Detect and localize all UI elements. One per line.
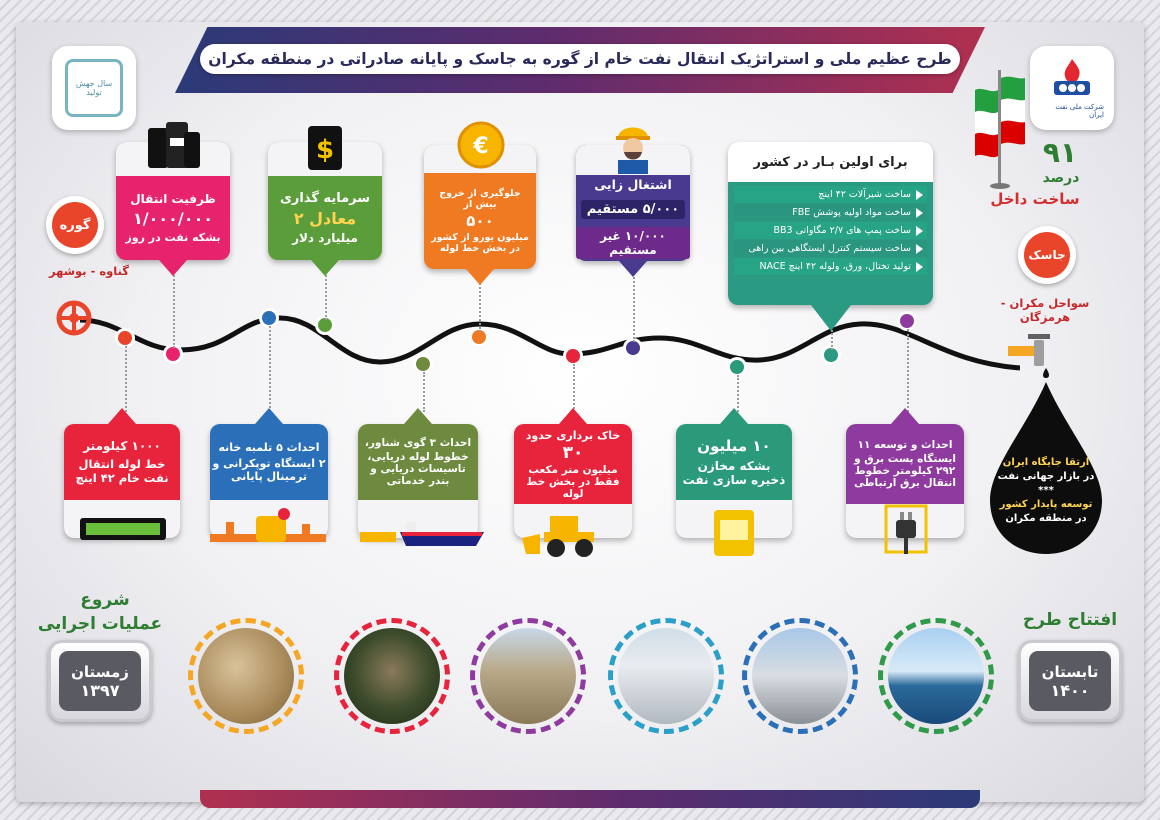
marine-line3: تاسیسات دریایی و بندر خدماتی <box>370 463 466 487</box>
valves-photo <box>752 628 848 724</box>
pipeline-dot <box>900 314 914 328</box>
start-year: ۱۳۹۷ <box>80 680 120 700</box>
photo-valves <box>742 618 858 734</box>
domestic-percent: ۹۱ <box>1042 136 1078 169</box>
employment-indirect: ۱۰/۰۰۰ غیر مستقیم <box>576 227 690 259</box>
nioc-logo <box>1030 46 1114 130</box>
bulldozer-icon <box>520 508 612 558</box>
page-title: طرح عظیم ملی و استراتژیک انتقال نفت خام از گوره به جاسک و پایانه صادراتی در منطقه مکران <box>200 44 960 74</box>
drop-line1: ارتقا جایگاه ایران <box>1002 457 1090 468</box>
connector <box>907 329 909 412</box>
connector <box>737 375 739 412</box>
domestic-unit: درصد <box>1042 170 1080 186</box>
pump-stations-line2: ۲ ایستگاه توپکرانی و <box>212 457 326 470</box>
connector <box>633 266 635 342</box>
opening-year: ۱۴۰۰ <box>1050 680 1090 700</box>
excavation-value: ۳۰ <box>562 442 584 463</box>
power-line2: ایستگاه پست برق و ۲۹۲ کیلومتر خطوط <box>854 453 956 477</box>
first-time-heading: برای اولین بـار در کشور <box>728 142 933 182</box>
pipeline-dot <box>166 347 180 361</box>
pump-stations-line3: ترمینال پایانی <box>230 470 308 483</box>
start-date-inner <box>59 651 141 711</box>
list-item: ساخت پمپ های ۲/۷ مگاواتی BB3 <box>734 222 927 239</box>
connector <box>479 280 481 332</box>
photo-tanker <box>878 618 994 734</box>
pipeline-dot <box>730 360 744 374</box>
drop-line4: در منطقه مکران <box>1005 513 1087 524</box>
connector <box>125 346 127 412</box>
valve-wheel-icon <box>56 300 92 336</box>
pipeline-length-line2: خط لوله انتقال <box>78 457 166 471</box>
excavation-line3: میلیون متر مکعب فقط در بخش خط لوله <box>526 463 620 500</box>
savings-unit: میلیون یورو از کشور در بخش خط لوله <box>431 232 529 254</box>
photo-pipe-laying <box>470 618 586 734</box>
employment-direct: ۵/۰۰۰ مستقیم <box>581 200 685 219</box>
faucet-icon <box>1008 326 1060 378</box>
ship-icon <box>356 514 488 550</box>
nioc-flame-icon <box>1048 57 1096 101</box>
pipe-laying-photo <box>480 628 576 724</box>
money-barrel-icon <box>300 118 350 174</box>
start-date-badge <box>48 640 152 722</box>
list-item: ساخت مواد اولیه پوشش FBE <box>734 204 927 221</box>
power-line1: احداث و توسعه ۱۱ <box>857 439 953 451</box>
start-point-name: گوره <box>52 202 98 248</box>
photo-welding <box>334 618 450 734</box>
start-ops-label2: عملیات اجرایی <box>37 614 163 634</box>
savings-value: ۵۰۰ <box>466 212 494 230</box>
oil-barrels-icon <box>144 118 204 174</box>
pipeline-dot <box>824 348 838 362</box>
investment-unit: میلیارد دلار <box>292 231 358 245</box>
pipeline-dot <box>318 318 332 332</box>
savings-title: جلوگیری از خروج بیش از <box>439 188 521 210</box>
domestic-label: ساخت داخل <box>990 190 1080 208</box>
pipeline-dot <box>626 341 640 355</box>
opening-date-inner <box>1029 651 1111 711</box>
photo-pump-station <box>608 618 724 734</box>
connector <box>423 372 425 412</box>
welding-photo <box>344 628 440 724</box>
employment-title: اشتغال زایی <box>594 177 672 192</box>
power-plug-icon <box>884 504 928 558</box>
power-line3: انتقال برق ارتباطی <box>854 477 956 489</box>
pipeline-dot <box>416 357 430 371</box>
start-point-badge <box>46 196 104 254</box>
year-slogan-logo <box>52 46 136 130</box>
worker-icon <box>608 118 658 174</box>
first-time-pointer <box>811 305 851 331</box>
pipeline-dot <box>472 330 486 344</box>
pipe-icon <box>78 514 168 544</box>
capacity-title: ظرفیت انتقال <box>130 192 216 206</box>
pump-station-icon <box>206 506 330 552</box>
start-season: زمستان <box>71 662 129 681</box>
pipeline-dot <box>118 331 132 345</box>
tank-icon <box>710 504 758 558</box>
pipeline-length-line3: نفت خام ۴۲ اینچ <box>75 471 169 485</box>
slogan-seal <box>65 59 123 117</box>
pipeline-length-value: ۱۰۰۰ کیلومتر <box>83 439 161 453</box>
first-time-box <box>728 142 933 305</box>
pipeline-dot <box>262 311 276 325</box>
storage-value: ۱۰ میلیون <box>697 437 771 455</box>
euro-coin-icon <box>456 120 506 170</box>
tanker-photo <box>888 628 984 724</box>
opening-label: افتتاح طرح <box>1022 610 1118 630</box>
connector <box>325 272 327 320</box>
pipeline-path <box>60 290 1020 400</box>
slogan-caption: سال جهش تولید <box>75 79 113 97</box>
list-item: ساخت سیستم کنترل ایستگاهی بین راهی <box>734 240 927 257</box>
connector <box>173 272 175 348</box>
storage-line2: بشکه مخازن <box>697 459 771 473</box>
investment-title: سرمایه گذاری <box>279 191 371 206</box>
investment-value: معادل ۲ <box>293 209 357 228</box>
capacity-unit: بشکه نفت در روز <box>125 231 221 244</box>
drop-line2: در بازار جهانی نفت <box>997 471 1095 482</box>
start-point-location: گناوه - بوشهر <box>48 264 129 278</box>
connector <box>831 330 833 350</box>
drop-line3: توسعه پایدار کشور <box>999 499 1093 510</box>
list-item: تولید تختال، ورق، ولوله ۴۲ اینچ NACE <box>734 258 927 275</box>
excavation-photo <box>198 628 294 724</box>
pipeline-dot <box>566 349 580 363</box>
nioc-caption: شرکت ملی نفت ایران <box>1055 103 1104 119</box>
opening-date-badge <box>1018 640 1122 722</box>
connector <box>573 364 575 412</box>
first-time-list <box>734 186 927 276</box>
opening-season: تابستان <box>1041 662 1099 681</box>
storage-line3: ذخیره سازی نفت <box>682 473 786 487</box>
end-point-name: جاسک <box>1024 232 1070 278</box>
marine-line2: خطوط لوله دریایی، <box>367 451 469 463</box>
pump-stations-line1: احداث ۵ تلمبه خانه <box>218 441 320 454</box>
marine-line1: احداث ۳ گوی شناور، <box>364 437 472 449</box>
pipeline-line <box>80 318 1020 368</box>
drop-text <box>996 456 1096 526</box>
photo-excavation <box>188 618 304 734</box>
start-ops-label1: شروع <box>80 590 130 610</box>
bottom-band <box>200 790 980 808</box>
connector <box>269 326 271 412</box>
pump-station-photo <box>618 628 714 724</box>
end-point-badge <box>1018 226 1076 284</box>
svg-text:€: € <box>473 134 489 159</box>
capacity-value: ۱/۰۰۰/۰۰۰ <box>132 209 214 228</box>
list-item: ساخت شیرآلات ۴۲ اینچ <box>734 186 927 203</box>
excavation-line1: خاک برداری حدود <box>525 428 621 442</box>
end-point-location: سواحل مکران - هرمزگان <box>1000 296 1090 324</box>
iran-flag-icon <box>970 70 1030 190</box>
nioc-emblem <box>1040 56 1104 120</box>
svg-text:$: $ <box>315 135 335 165</box>
drop-separator: *** <box>1038 485 1054 496</box>
